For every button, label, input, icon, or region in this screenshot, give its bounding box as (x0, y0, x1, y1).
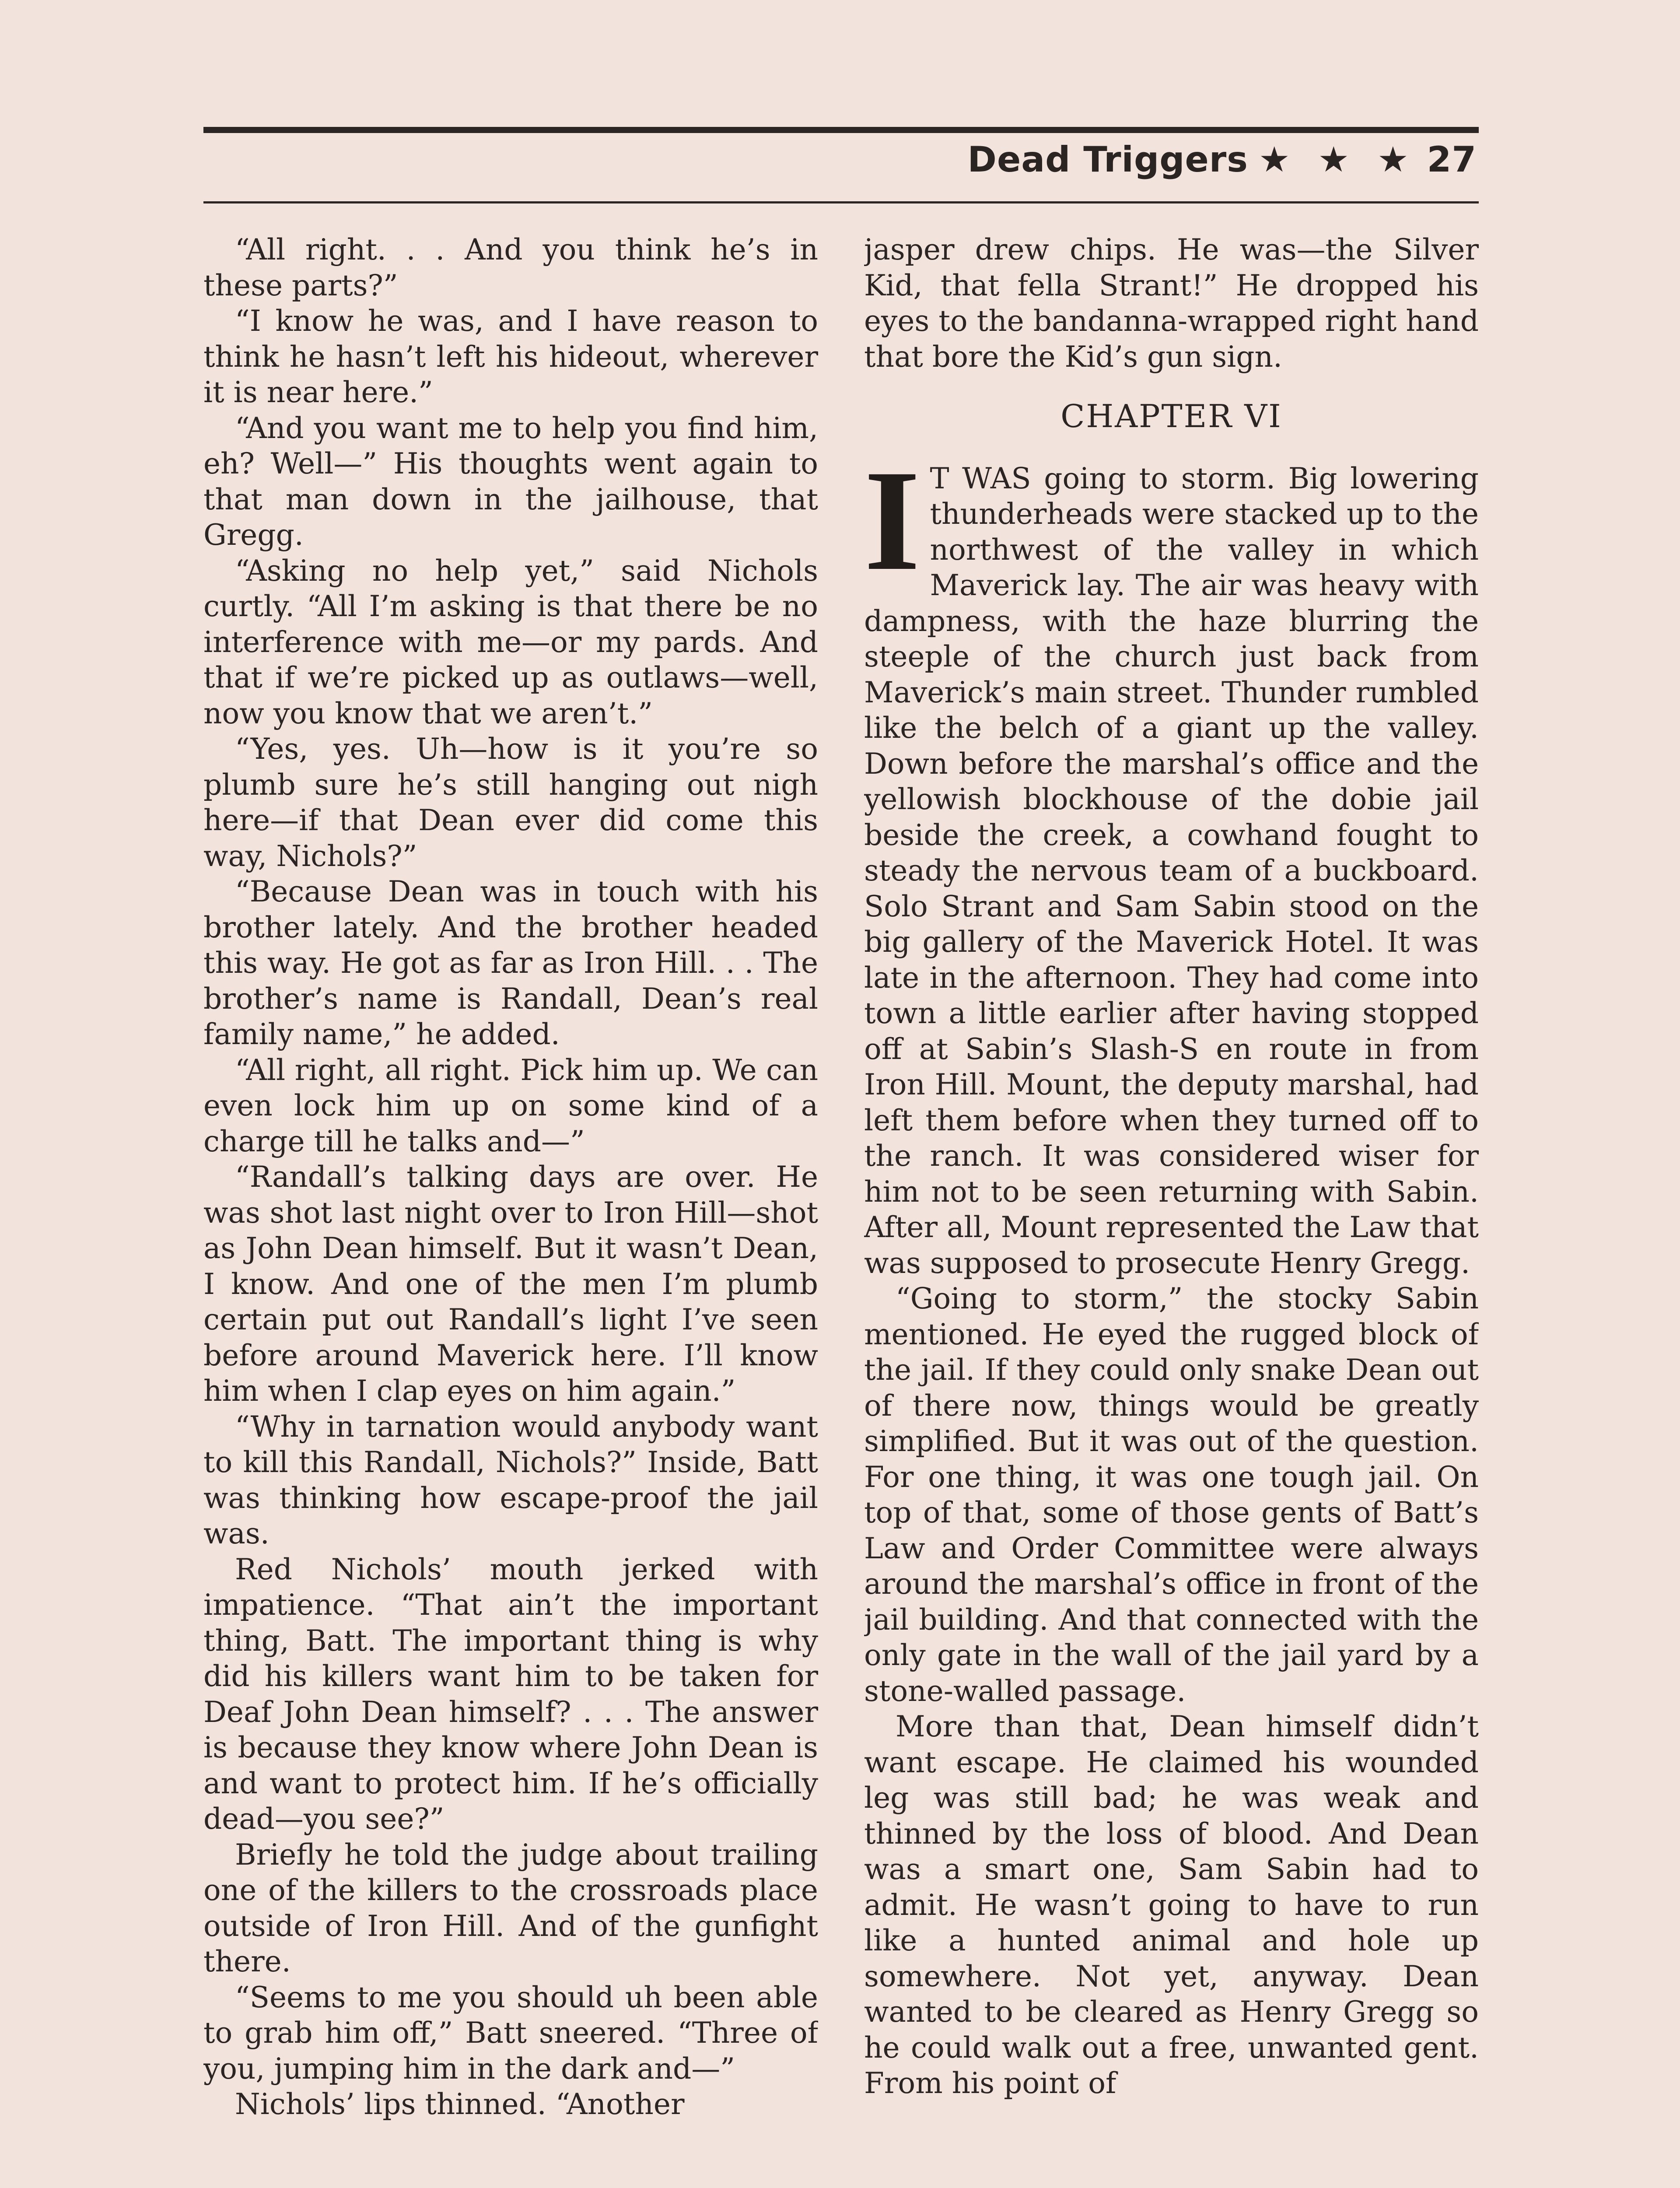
paragraph: “All right. . . And you think he’s in these parts?” (203, 233, 818, 302)
paragraph: “Because Dean was in touch with his brother lately. And the brother headed this way. He got as far as Iron Hill. . . The brother’s name is Randall, Dean’s real family name,” he added. (203, 875, 818, 1051)
left-column (203, 232, 818, 2188)
paragraph: “Randall’s talking days are over. He was shot last night over to Iron Hill—shot as John Dean himself. But it wasn’t Dean, I know. And one of the men I’m plumb certain put out Randall’s light I’ve seen before around Maverick here. I’ll know him when I clap eyes on him again.” (203, 1160, 818, 1408)
paragraph: Nichols’ lips thinned. “Another (235, 2087, 685, 2121)
paragraph: “Yes, yes. Uh—how is it you’re so plumb sure he’s still hanging out nigh here—if that Dean ever did come this way, Nichols?” (203, 732, 818, 873)
paragraph: “Asking no help yet,” said Nichols curtly. “All I’m asking is that there be no interference with me—or my pards. And that if we’re picked up as outlaws—well, now you know that we aren’t.” (203, 554, 818, 730)
page-number: 27 (1427, 139, 1477, 180)
paragraph: jasper drew chips. He was—the Silver Kid, that fella Strant!” He dropped his eyes to the bandanna-wrapped right hand that bore the Kid’s gun sign. (864, 233, 1479, 374)
chapter-opening-paragraph (864, 440, 1479, 1281)
paragraph: Red Nichols’ mouth jerked with impatience. “That ain’t the important thing, Batt. The important thing is why did his killers want him to be taken for Deaf John Dean himself? . . . The answer is because they know where John Dean is and want to protect him. If he’s officially dead—you see?” (203, 1552, 818, 1836)
story-title: Dead Triggers (967, 139, 1248, 180)
paragraph: “And you want me to help you find him, eh? Well—” His thoughts went again to that man down in the jailhouse, that Gregg. (203, 411, 818, 552)
paragraph: “Going to storm,” the stocky Sabin mentioned. He eyed the rugged block of the jail. If they could only snake Dean out of there now, things would be greatly simplified. But it was out of the question. For one thing, it was one tough jail. On top of that, some of those gents of Batt’s Law and Order Committee were always around the marshal’s office in front of the jail building. And that connected with the only gate in the wall of the jail yard by a stone-walled passage. (864, 1282, 1479, 1708)
header-rule (203, 127, 1479, 133)
running-header (968, 139, 1477, 180)
paragraph: More than that, Dean himself didn’t want escape. He claimed his wounded leg was still bad; he was weak and thinned by the loss of blood. And Dean was a smart one, Sam Sabin had to admit. He wasn’t going to have to run like a hunted animal and hole up somewhere. Not yet, anyway. Dean wanted to be cleared as Henry Gregg so he could walk out a free, unwanted gent. From his point of (864, 1710, 1479, 2100)
paragraph: “All right, all right. Pick him up. We can even lock him up on some kind of a charge till he talks and—” (203, 1053, 818, 1158)
star-ornament: ★ ★ ★ (1258, 139, 1417, 180)
header-underline (203, 201, 1479, 203)
drop-cap: I (864, 440, 920, 600)
paragraph: Briefly he told the judge about trailing one of the killers to the crossroads place outside of Iron Hill. And of the gunfight there. (203, 1837, 818, 1978)
right-column (864, 232, 1479, 2188)
paragraph: “Why in tarnation would anybody want to kill this Randall, Nichols?” Inside, Batt was thinking how escape-proof the jail was. (203, 1410, 818, 1550)
paragraph: “I know he was, and I have reason to think he hasn’t left his hideout, wherever it is near here.” (203, 304, 818, 409)
paragraph: “Seems to me you should uh been able to grab him off,” Batt sneered. “Three of you, jumping him in the dark and—” (203, 1980, 818, 2086)
chapter-heading: CHAPTER VI (1060, 398, 1282, 435)
chapter-opening-text: T WAS going to storm. Big lowering thunderheads were stacked up to the northwest of the valley in which Maverick lay. The air was heavy with dampness, with the haze blurring the steeple of the church just back from Maverick’s main street. Thunder rumbled like the belch of a giant up the valley. Down before the marshal’s office and the yellowish blockhouse of the dobie jail beside the creek, a cowhand fought to steady the nervous team of a buckboard. Solo Strant and Sam Sabin stood on the big gallery of the Maverick Hotel. It was late in the afternoon. They had come into town a little earlier after having stopped off at Sabin’s Slash-S en route in from Iron Hill. Mount, the deputy marshal, had left them before when they turned off to the ranch. It was considered wiser for him not to be seen returning with Sabin. After all, Mount represented the Law that was supposed to prosecute Henry Gregg. (864, 461, 1479, 1280)
